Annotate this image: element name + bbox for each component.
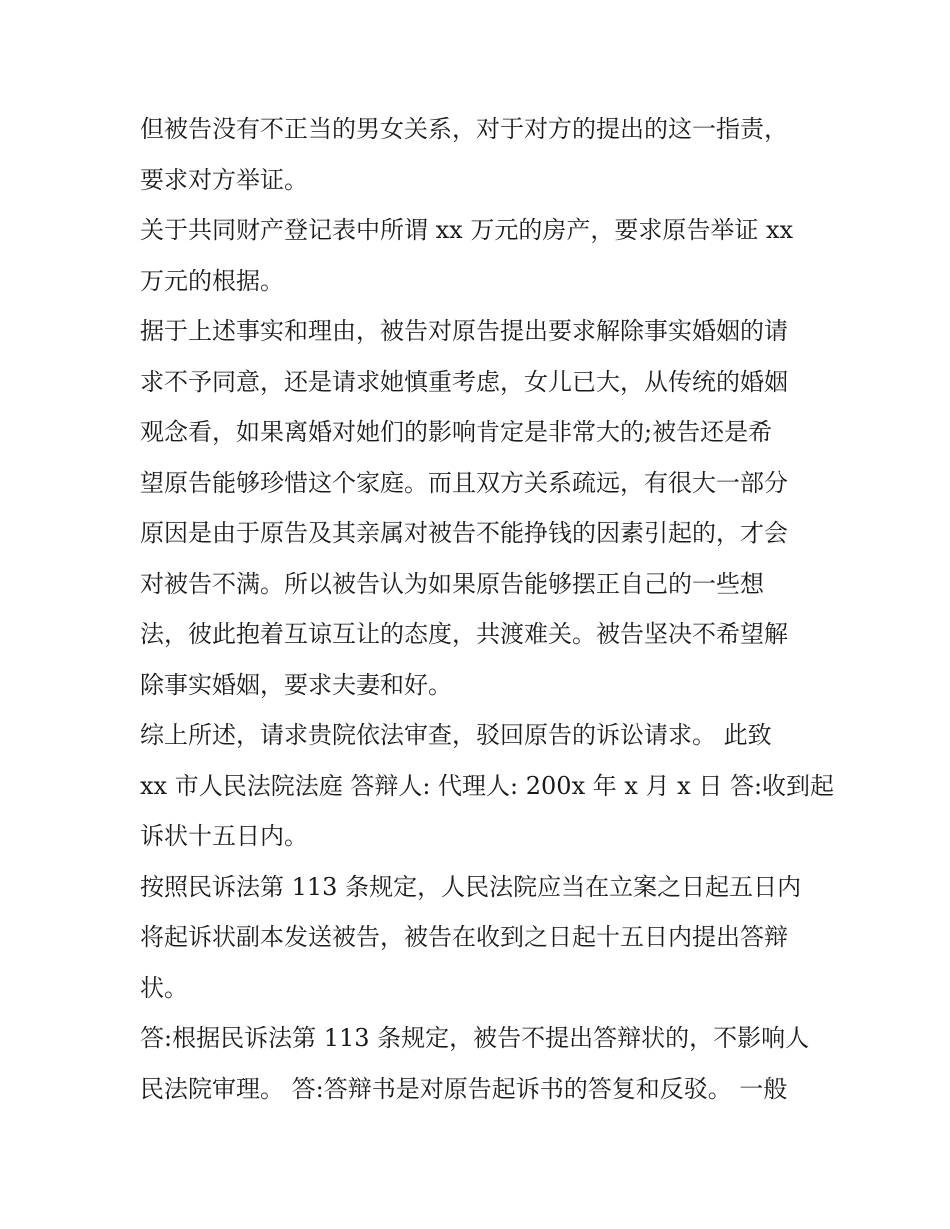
paragraph-facts-and-reasons (140, 306, 820, 710)
text-line: 答:根据民诉法第 113 条规定，被告不提出答辩状的，不影响人 (140, 1024, 810, 1052)
text-line: 求不予同意，还是请求她慎重考虑，女儿已大，从传统的婚姻 (140, 367, 788, 396)
document-body (140, 104, 835, 1114)
text-line: 除事实婚姻，要求夫妻和好。 (140, 670, 452, 699)
text-line: 关于共同财产登记表中所谓 xx 万元的房产，要求原告举证 xx (140, 216, 794, 244)
text-line: 观念看，如果离婚对她们的影响肯定是非常大的;被告还是希 (140, 418, 773, 446)
text-line: 综上所述，请求贵院依法审查，驳回原告的诉讼请求。 此致 (140, 721, 772, 749)
text-line: 状。 (140, 973, 188, 1002)
text-line: 要求对方举证。 (140, 165, 308, 194)
text-line: 望原告能够珍惜这个家庭。而且双方关系疏远，有很大一部分 (140, 468, 788, 497)
text-line: 将起诉状副本发送被告，被告在收到之日起十五日内提出答辩 (140, 923, 788, 951)
paragraph-property-evidence (140, 205, 820, 306)
text-line: 民法院审理。 答:答辩书是对原告起诉书的答复和反驳。 一般 (140, 1074, 788, 1103)
text-line: 但被告没有不正当的男女关系，对于对方的提出的这一指责， (140, 115, 788, 143)
paragraph-article-113-delivery (140, 862, 820, 1014)
text-line: 据于上述事实和理由，被告对原告提出要求解除事实婚姻的请 (140, 317, 788, 345)
text-line: 万元的根据。 (140, 266, 284, 295)
text-line: 原因是由于原告及其亲属对被告不能挣钱的因素引起的，才会 (140, 519, 788, 547)
paragraph-conclusion (140, 710, 835, 862)
text-line: 按照民诉法第 113 条规定，人民法院应当在立案之日起五日内 (140, 872, 802, 901)
text-line: xx 市人民法院法庭 答辩人: 代理人: 200x 年 x 月 x 日 答:收到起 (140, 771, 835, 800)
text-line: 法，彼此抱着互谅互让的态度，共渡难关。被告坚决不希望解 (140, 620, 788, 648)
text-line: 诉状十五日内。 (140, 822, 308, 850)
text-line: 对被告不满。所以被告认为如果原告能够摆正自己的一些想 (140, 569, 764, 598)
paragraph-accusation-response (140, 104, 820, 205)
paragraph-article-113-no-reply (140, 1013, 820, 1114)
